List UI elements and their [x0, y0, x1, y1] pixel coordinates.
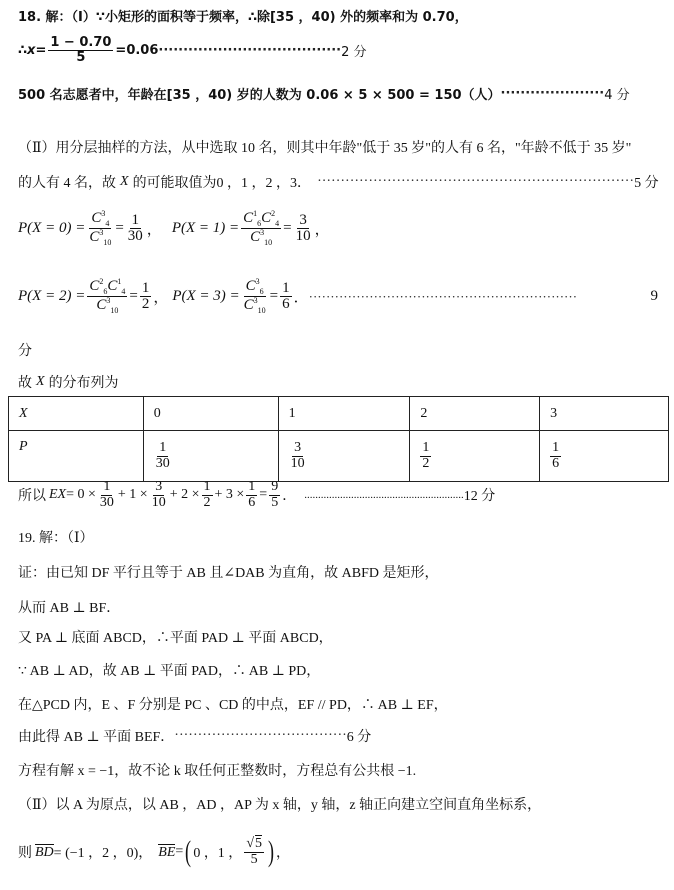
count-text: 500 名志愿者中，年龄在[35 ，40) 岁的人数为 0.06 × 5 × 500 = 150（人）: [18, 88, 501, 103]
table-cell: 0: [143, 397, 278, 431]
den: 30: [155, 455, 170, 471]
sup: 3: [255, 277, 260, 286]
sub: 10: [264, 238, 273, 248]
sub: 4: [105, 219, 110, 228]
den: 2: [422, 455, 430, 471]
sub: 10: [110, 306, 119, 316]
score-label: 4 分: [604, 88, 630, 103]
text: =: [259, 487, 268, 503]
q18-line-1: [18, 6, 468, 25]
q19-line-5: [18, 694, 448, 714]
q19-line-2: [18, 597, 120, 617]
num: 1: [103, 479, 111, 494]
close-paren: ): [268, 835, 274, 868]
p3-lhs: P(X = 3) =: [172, 288, 240, 305]
leader-dots: ····································································: [317, 174, 635, 189]
text: + 3 ×: [214, 487, 245, 503]
den: 2: [141, 296, 150, 313]
num: 3: [299, 211, 307, 228]
p3-comb-fraction: $\frac{C^3_6}{C^3_{10}}$: [243, 277, 266, 316]
table-cell: [278, 431, 410, 482]
sub: 6: [257, 219, 262, 228]
table-cell: [143, 431, 278, 482]
text: 的分布列为: [48, 376, 119, 391]
sup: 3: [101, 209, 106, 218]
q18-line-2: [18, 36, 367, 64]
sub: 4: [121, 287, 126, 296]
therefore-symbol: ∴: [18, 42, 28, 58]
num: 3: [155, 479, 163, 494]
sub: 4: [275, 219, 280, 228]
den: 30: [99, 494, 114, 510]
score-label: 12 分: [463, 489, 496, 505]
sqrt5-over-5: $\frac{√5}{5}$: [246, 835, 262, 867]
den: 6: [248, 494, 256, 510]
sup: 3: [260, 228, 265, 238]
open-paren: (: [185, 835, 192, 868]
separator: ，: [146, 222, 162, 239]
text: （Ⅱ）以 A 为原点，以 AB ，AD ，AP 为 x 轴，y 轴，z 轴正向建立空间直角坐标系，: [18, 798, 542, 813]
sup: 2: [99, 277, 104, 286]
table-cell: 3: [540, 397, 669, 431]
var-X: X: [36, 374, 45, 389]
p0-value: [126, 213, 145, 246]
separator: ，: [314, 222, 330, 239]
q18-part2-line-2: [18, 172, 659, 192]
sub: 10: [257, 306, 266, 316]
table-cell: 1: [278, 397, 410, 431]
text: 则: [18, 846, 32, 861]
table-cell: [540, 431, 669, 482]
table-cell: 2: [410, 397, 540, 431]
den: 30: [127, 228, 143, 245]
text: 在△PCD 内，E 、F 分别是 PC 、CD 的中点，EF // PD，∴ AB ⊥ EF，: [18, 698, 448, 713]
text: 19. 解：（Ⅰ）: [18, 531, 94, 546]
score-label: 5 分: [634, 176, 659, 191]
sup: 1: [253, 209, 258, 218]
score-unit: 分: [18, 344, 32, 359]
prob-line-2: P(X = 2) = $\frac{C^2_6C^1_4}{C^3_{10}}$ = $\frac{1}{2}$ ， P(X = 3) = $\frac{C^3_6}{C^3_{10}}$ = $\frac{1}{6}$ ． ······························································ 9: [18, 277, 658, 316]
score-label: 6 分: [346, 730, 372, 745]
q19-line-1: [18, 562, 438, 582]
x-result: =0.06: [115, 42, 159, 58]
text: =: [175, 844, 184, 859]
table-header-p: P: [9, 431, 144, 482]
num: 1: [159, 439, 167, 455]
sub: 6: [103, 287, 108, 296]
fraction-numerator: 1 − 0.70: [50, 35, 112, 50]
den: 10: [295, 228, 311, 245]
num: 3: [294, 439, 302, 455]
sup: 3: [106, 296, 111, 306]
leader-dots: ·····································: [158, 42, 342, 58]
text: 的人有 4 名，故: [18, 176, 116, 191]
text: ∵ AB ⊥ AD，故 AB ⊥ 平面 PAD，∴ AB ⊥ PD，: [18, 664, 321, 679]
leader-dots: ·····················: [500, 86, 605, 101]
expectation-line: [18, 480, 495, 510]
den: 10: [290, 455, 305, 471]
text: 故: [18, 376, 32, 391]
prob-line-1: P(X = 0) = $\frac{C^3_4}{C^3_{10}}$ = $\frac{1}{30}$ ， P(X = 1) = $\frac{C^1_6C^2_4}{C^3_{10}}$ = $\frac{3}{10}$ ，: [18, 209, 330, 248]
q19-line-7: [18, 760, 416, 780]
p0-lhs: P(X = 0) =: [18, 220, 86, 237]
text: 方程有解 x = −1，故不论 k 取任何正整数时，方程总有公共根 −1.: [18, 764, 417, 779]
p0-comb-fraction: $\frac{C^3_4}{C^3_{10}}$: [89, 209, 112, 248]
text: = (−1 ，2 ，0)，: [53, 846, 153, 861]
p2-lhs: P(X = 2) =: [18, 288, 86, 305]
text: 的可能取值为0 ，1 ，2 ，3．: [132, 176, 312, 191]
text: 证：由已知 DF 平行且等于 AB 且∠DAB 为直角，故 ABFD 是矩形，: [18, 566, 439, 581]
q19-title: [18, 527, 94, 547]
text: 又 PA ⊥ 底面 ABCD，∴平面 PAD ⊥ 平面 ABCD，: [18, 631, 333, 646]
num: 1: [282, 279, 290, 296]
sub: 10: [103, 238, 112, 248]
var-X: X: [120, 174, 129, 189]
score-number: 9: [650, 288, 658, 305]
p3-value: [280, 281, 292, 314]
sub: 6: [259, 287, 264, 296]
sup: 1: [117, 277, 122, 286]
leader-dots: ..........................................................: [304, 489, 464, 502]
text: ．: [282, 489, 297, 505]
p1-comb-fraction: $\frac{C^1_6C^2_4}{C^3_{10}}$: [243, 209, 280, 248]
table-row-p: [9, 431, 669, 482]
vector-be: BE: [158, 844, 176, 860]
sampling-text: （Ⅱ）用分层抽样的方法，从中选取 10 名，则其中年龄"低于 35 岁"的人有 6 名，"年龄不低于 35 岁": [18, 141, 632, 156]
leader-dots: ·····································: [174, 728, 347, 743]
text: + 1 ×: [117, 487, 148, 503]
fraction-x: [48, 36, 113, 64]
num: 1: [552, 439, 560, 455]
num: 1: [248, 479, 256, 494]
p1-value: [294, 213, 313, 246]
den: 6: [282, 296, 290, 313]
table-row-x: [9, 397, 669, 431]
den: 6: [552, 455, 560, 471]
fraction-denominator: 5: [76, 49, 86, 65]
den: 10: [151, 494, 166, 510]
den: 2: [203, 494, 211, 510]
num: 1: [131, 211, 140, 228]
score-unit-wrap: [18, 340, 32, 360]
text: 由此得 AB ⊥ 平面 BEF．: [18, 730, 175, 745]
num: 1: [203, 479, 211, 494]
num: 9: [271, 479, 279, 494]
q18-line-3: [18, 84, 630, 103]
q18-part2-line-1: [18, 137, 631, 157]
q19-line-4: [18, 660, 320, 680]
text: = 0 ×: [66, 487, 96, 503]
text: ，: [276, 846, 290, 861]
ex-label: EX: [49, 487, 67, 503]
q19-part2-line-1: [18, 794, 541, 814]
separator: ，: [153, 290, 169, 307]
var-x: x: [27, 42, 36, 58]
text: 从而 AB ⊥ BF．: [18, 601, 121, 616]
num: 1: [422, 439, 430, 455]
separator: ．: [293, 290, 309, 307]
num: 1: [141, 279, 150, 296]
den: 5: [271, 494, 279, 510]
sup: 3: [253, 296, 258, 306]
text: 所以: [18, 489, 46, 505]
text: + 2 ×: [169, 487, 200, 503]
den: 5: [250, 851, 258, 867]
distribution-intro: [18, 372, 119, 392]
text: 0 ，1 ，: [193, 846, 243, 861]
q18-intro-text: 18. 解：（Ⅰ）∵小矩形的面积等于频率，∴除[35 ，40) 外的频率和为 0.70，: [18, 10, 468, 25]
leader-dots: ······························································: [308, 288, 578, 304]
p2-value: [140, 281, 152, 314]
q19-line-3: [18, 627, 333, 647]
sup: 3: [99, 228, 104, 238]
equals: =: [35, 42, 47, 58]
q19-line-6: [18, 726, 371, 746]
q19-part2-line-2: [18, 832, 290, 872]
distribution-table: [8, 396, 669, 482]
table-header-x: X: [9, 397, 144, 431]
p1-lhs: P(X = 1) =: [171, 220, 240, 237]
score-label: 2 分: [341, 44, 367, 60]
sqrt-radicand: 5: [255, 835, 262, 851]
vector-bd: BD: [35, 844, 54, 860]
table-cell: [410, 431, 540, 482]
sup: 2: [271, 209, 276, 218]
p2-comb-fraction: $\frac{C^2_6C^1_4}{C^3_{10}}$: [89, 277, 126, 316]
